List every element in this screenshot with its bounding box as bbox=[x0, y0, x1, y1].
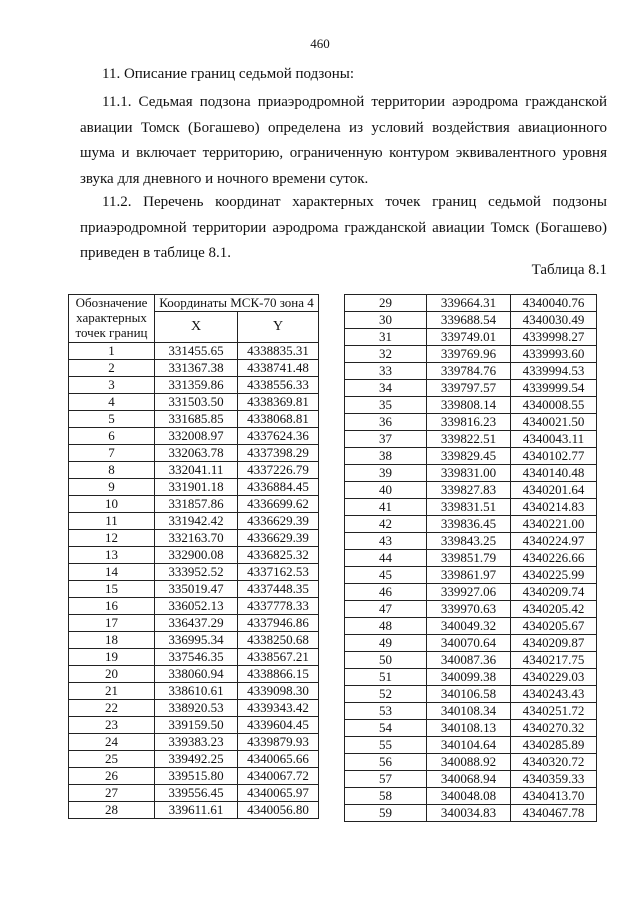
y-coordinate-cell: 4338250.68 bbox=[238, 632, 319, 649]
table-row bbox=[345, 754, 597, 771]
point-number-cell: 33 bbox=[345, 363, 427, 380]
x-coordinate-cell: 339831.00 bbox=[427, 465, 511, 482]
table-row bbox=[69, 462, 319, 479]
x-coordinate-cell: 339159.50 bbox=[155, 717, 238, 734]
y-coordinate-cell: 4339998.27 bbox=[511, 329, 597, 346]
x-coordinate-cell: 331359.86 bbox=[155, 377, 238, 394]
point-number-cell: 3 bbox=[69, 377, 155, 394]
x-coordinate-cell: 332900.08 bbox=[155, 547, 238, 564]
y-coordinate-cell: 4340043.11 bbox=[511, 431, 597, 448]
point-number-cell: 45 bbox=[345, 567, 427, 584]
y-coordinate-cell: 4340243.43 bbox=[511, 686, 597, 703]
paragraph-11-2: 11.2. Перечень координат характерных точек границ седьмой подзоны приаэродромной территории аэродрома гражданской авиации Томск (Богашево) приведен в таблице 8.1. bbox=[80, 194, 607, 261]
point-number-cell: 20 bbox=[69, 666, 155, 683]
point-number-cell: 15 bbox=[69, 581, 155, 598]
point-number-cell: 12 bbox=[69, 530, 155, 547]
y-coordinate-cell: 4340065.66 bbox=[238, 751, 319, 768]
x-coordinate-cell: 339688.54 bbox=[427, 312, 511, 329]
x-coordinate-cell: 339970.63 bbox=[427, 601, 511, 618]
point-number-cell: 41 bbox=[345, 499, 427, 516]
y-coordinate-cell: 4336629.39 bbox=[238, 530, 319, 547]
y-coordinate-cell: 4338369.81 bbox=[238, 394, 319, 411]
point-number-cell: 31 bbox=[345, 329, 427, 346]
y-coordinate-cell: 4337162.53 bbox=[238, 564, 319, 581]
y-coordinate-cell: 4340285.89 bbox=[511, 737, 597, 754]
y-coordinate-cell: 4340065.97 bbox=[238, 785, 319, 802]
table-row bbox=[345, 550, 597, 567]
x-coordinate-cell: 340088.92 bbox=[427, 754, 511, 771]
y-coordinate-cell: 4339604.45 bbox=[238, 717, 319, 734]
point-number-cell: 51 bbox=[345, 669, 427, 686]
table-row bbox=[69, 360, 319, 377]
y-coordinate-cell: 4337448.35 bbox=[238, 581, 319, 598]
point-number-cell: 50 bbox=[345, 652, 427, 669]
point-number-cell: 25 bbox=[69, 751, 155, 768]
x-coordinate-cell: 332041.11 bbox=[155, 462, 238, 479]
y-coordinate-cell: 4340209.74 bbox=[511, 584, 597, 601]
x-coordinate-cell: 339808.14 bbox=[427, 397, 511, 414]
y-coordinate-cell: 4340320.72 bbox=[511, 754, 597, 771]
y-coordinate-cell: 4337946.86 bbox=[238, 615, 319, 632]
x-coordinate-cell: 331367.38 bbox=[155, 360, 238, 377]
x-coordinate-cell: 340087.36 bbox=[427, 652, 511, 669]
table-row bbox=[345, 380, 597, 397]
table-row bbox=[345, 737, 597, 754]
coordinates-table-right bbox=[344, 294, 597, 822]
point-number-cell: 22 bbox=[69, 700, 155, 717]
table-row bbox=[345, 669, 597, 686]
table-row bbox=[345, 771, 597, 788]
y-coordinate-cell: 4340221.00 bbox=[511, 516, 597, 533]
coords-column-header: Координаты МСК-70 зона 4 bbox=[155, 295, 319, 312]
point-number-cell: 49 bbox=[345, 635, 427, 652]
point-number-cell: 30 bbox=[345, 312, 427, 329]
table-row bbox=[345, 482, 597, 499]
y-coordinate-cell: 4340270.32 bbox=[511, 720, 597, 737]
y-column-header: Y bbox=[238, 312, 319, 343]
x-coordinate-cell: 340108.34 bbox=[427, 703, 511, 720]
table-row bbox=[345, 788, 597, 805]
point-number-cell: 47 bbox=[345, 601, 427, 618]
point-number-cell: 57 bbox=[345, 771, 427, 788]
x-coordinate-cell: 339664.31 bbox=[427, 295, 511, 312]
table-row bbox=[69, 564, 319, 581]
table-row bbox=[345, 567, 597, 584]
x-coordinate-cell: 339749.01 bbox=[427, 329, 511, 346]
table-row bbox=[69, 802, 319, 819]
y-coordinate-cell: 4338866.15 bbox=[238, 666, 319, 683]
x-coordinate-cell: 331503.50 bbox=[155, 394, 238, 411]
x-coordinate-cell: 339861.97 bbox=[427, 567, 511, 584]
y-coordinate-cell: 4340040.76 bbox=[511, 295, 597, 312]
x-coordinate-cell: 339927.06 bbox=[427, 584, 511, 601]
x-coordinate-cell: 340070.64 bbox=[427, 635, 511, 652]
x-coordinate-cell: 331901.18 bbox=[155, 479, 238, 496]
table-row bbox=[69, 547, 319, 564]
point-number-cell: 55 bbox=[345, 737, 427, 754]
x-coordinate-cell: 340048.08 bbox=[427, 788, 511, 805]
table-row bbox=[69, 513, 319, 530]
y-coordinate-cell: 4337398.29 bbox=[238, 445, 319, 462]
table-row bbox=[69, 751, 319, 768]
table-row bbox=[69, 666, 319, 683]
y-coordinate-cell: 4337624.36 bbox=[238, 428, 319, 445]
y-coordinate-cell: 4340102.77 bbox=[511, 448, 597, 465]
x-coordinate-cell: 339831.51 bbox=[427, 499, 511, 516]
point-number-cell: 16 bbox=[69, 598, 155, 615]
y-coordinate-cell: 4340008.55 bbox=[511, 397, 597, 414]
y-coordinate-cell: 4339994.53 bbox=[511, 363, 597, 380]
y-coordinate-cell: 4339999.54 bbox=[511, 380, 597, 397]
table-row bbox=[69, 717, 319, 734]
x-coordinate-cell: 331685.85 bbox=[155, 411, 238, 428]
point-number-cell: 32 bbox=[345, 346, 427, 363]
x-coordinate-cell: 338060.94 bbox=[155, 666, 238, 683]
table-row bbox=[69, 479, 319, 496]
point-number-cell: 59 bbox=[345, 805, 427, 822]
x-coordinate-cell: 332008.97 bbox=[155, 428, 238, 445]
x-coordinate-cell: 331942.42 bbox=[155, 513, 238, 530]
x-coordinate-cell: 333952.52 bbox=[155, 564, 238, 581]
table-row bbox=[345, 584, 597, 601]
x-coordinate-cell: 332163.70 bbox=[155, 530, 238, 547]
table-row bbox=[345, 465, 597, 482]
y-coordinate-cell: 4336884.45 bbox=[238, 479, 319, 496]
point-number-cell: 2 bbox=[69, 360, 155, 377]
x-coordinate-cell: 339797.57 bbox=[427, 380, 511, 397]
point-number-cell: 38 bbox=[345, 448, 427, 465]
y-coordinate-cell: 4338556.33 bbox=[238, 377, 319, 394]
point-number-cell: 24 bbox=[69, 734, 155, 751]
table-row bbox=[345, 652, 597, 669]
x-coordinate-cell: 339611.61 bbox=[155, 802, 238, 819]
table-row bbox=[69, 683, 319, 700]
table-row bbox=[345, 805, 597, 822]
table-row bbox=[345, 686, 597, 703]
point-number-cell: 11 bbox=[69, 513, 155, 530]
y-coordinate-cell: 4340201.64 bbox=[511, 482, 597, 499]
x-coordinate-cell: 340049.32 bbox=[427, 618, 511, 635]
x-coordinate-cell: 339829.45 bbox=[427, 448, 511, 465]
x-coordinate-cell: 339843.25 bbox=[427, 533, 511, 550]
y-coordinate-cell: 4340214.83 bbox=[511, 499, 597, 516]
x-coordinate-cell: 340106.58 bbox=[427, 686, 511, 703]
table-row bbox=[345, 601, 597, 618]
table-row bbox=[345, 312, 597, 329]
x-coordinate-cell: 336995.34 bbox=[155, 632, 238, 649]
table-row bbox=[69, 700, 319, 717]
y-coordinate-cell: 4337226.79 bbox=[238, 462, 319, 479]
table-row bbox=[69, 615, 319, 632]
x-coordinate-cell: 339827.83 bbox=[427, 482, 511, 499]
table-row bbox=[345, 499, 597, 516]
x-coordinate-cell: 340104.64 bbox=[427, 737, 511, 754]
table-row bbox=[69, 343, 319, 360]
y-coordinate-cell: 4340030.49 bbox=[511, 312, 597, 329]
point-number-cell: 23 bbox=[69, 717, 155, 734]
table-row bbox=[345, 414, 597, 431]
table-row bbox=[345, 329, 597, 346]
x-coordinate-cell: 339492.25 bbox=[155, 751, 238, 768]
x-coordinate-cell: 339784.76 bbox=[427, 363, 511, 380]
table-row bbox=[345, 431, 597, 448]
y-coordinate-cell: 4340413.70 bbox=[511, 788, 597, 805]
x-coordinate-cell: 335019.47 bbox=[155, 581, 238, 598]
point-number-cell: 48 bbox=[345, 618, 427, 635]
table-row bbox=[69, 581, 319, 598]
x-coordinate-cell: 338610.61 bbox=[155, 683, 238, 700]
point-number-cell: 10 bbox=[69, 496, 155, 513]
point-number-cell: 37 bbox=[345, 431, 427, 448]
y-coordinate-cell: 4340205.67 bbox=[511, 618, 597, 635]
y-coordinate-cell: 4338068.81 bbox=[238, 411, 319, 428]
x-coordinate-cell: 338920.53 bbox=[155, 700, 238, 717]
table-row bbox=[69, 428, 319, 445]
x-coordinate-cell: 339556.45 bbox=[155, 785, 238, 802]
point-number-cell: 21 bbox=[69, 683, 155, 700]
table-row bbox=[345, 635, 597, 652]
table-row bbox=[345, 720, 597, 737]
table-row bbox=[69, 496, 319, 513]
y-coordinate-cell: 4340021.50 bbox=[511, 414, 597, 431]
x-coordinate-cell: 336052.13 bbox=[155, 598, 238, 615]
y-coordinate-cell: 4338835.31 bbox=[238, 343, 319, 360]
table-caption: Таблица 8.1 bbox=[531, 262, 607, 278]
table-row bbox=[345, 703, 597, 720]
y-coordinate-cell: 4337778.33 bbox=[238, 598, 319, 615]
table-row bbox=[345, 448, 597, 465]
x-column-header: X bbox=[155, 312, 238, 343]
y-coordinate-cell: 4336825.32 bbox=[238, 547, 319, 564]
point-number-cell: 29 bbox=[345, 295, 427, 312]
y-coordinate-cell: 4340229.03 bbox=[511, 669, 597, 686]
y-coordinate-cell: 4340224.97 bbox=[511, 533, 597, 550]
y-coordinate-cell: 4340251.72 bbox=[511, 703, 597, 720]
x-coordinate-cell: 339822.51 bbox=[427, 431, 511, 448]
point-column-header: Обозначение характерных точек границ bbox=[69, 295, 155, 343]
point-number-cell: 35 bbox=[345, 397, 427, 414]
y-coordinate-cell: 4340225.99 bbox=[511, 567, 597, 584]
y-coordinate-cell: 4340056.80 bbox=[238, 802, 319, 819]
section-heading: 11. Описание границ седьмой подзоны: bbox=[102, 66, 354, 82]
point-number-cell: 13 bbox=[69, 547, 155, 564]
x-coordinate-cell: 339816.23 bbox=[427, 414, 511, 431]
table-row bbox=[345, 516, 597, 533]
x-coordinate-cell: 332063.78 bbox=[155, 445, 238, 462]
y-coordinate-cell: 4339343.42 bbox=[238, 700, 319, 717]
point-number-cell: 8 bbox=[69, 462, 155, 479]
table-row bbox=[345, 618, 597, 635]
paragraph-11-1: 11.1. Седьмая подзона приаэродромной территории аэродрома гражданской авиации Томск (Богашево) определена из условий воздействия авиационного шума и включает территорию, ограниченную контуром эквивалентного уровня звука для дневного и ночного времени суток. bbox=[80, 94, 607, 187]
point-number-cell: 5 bbox=[69, 411, 155, 428]
y-coordinate-cell: 4340205.42 bbox=[511, 601, 597, 618]
point-number-cell: 54 bbox=[345, 720, 427, 737]
y-coordinate-cell: 4339879.93 bbox=[238, 734, 319, 751]
point-number-cell: 9 bbox=[69, 479, 155, 496]
point-number-cell: 7 bbox=[69, 445, 155, 462]
point-number-cell: 40 bbox=[345, 482, 427, 499]
x-coordinate-cell: 339851.79 bbox=[427, 550, 511, 567]
table-row bbox=[69, 768, 319, 785]
point-number-cell: 17 bbox=[69, 615, 155, 632]
point-number-cell: 27 bbox=[69, 785, 155, 802]
coordinates-table-left bbox=[68, 294, 319, 819]
y-coordinate-cell: 4336629.39 bbox=[238, 513, 319, 530]
table-row bbox=[69, 377, 319, 394]
table-row bbox=[69, 598, 319, 615]
y-coordinate-cell: 4339993.60 bbox=[511, 346, 597, 363]
y-coordinate-cell: 4340467.78 bbox=[511, 805, 597, 822]
y-coordinate-cell: 4340209.87 bbox=[511, 635, 597, 652]
point-number-cell: 52 bbox=[345, 686, 427, 703]
x-coordinate-cell: 340099.38 bbox=[427, 669, 511, 686]
point-number-cell: 26 bbox=[69, 768, 155, 785]
x-coordinate-cell: 337546.35 bbox=[155, 649, 238, 666]
y-coordinate-cell: 4336699.62 bbox=[238, 496, 319, 513]
table-row bbox=[69, 734, 319, 751]
point-number-cell: 18 bbox=[69, 632, 155, 649]
point-number-cell: 6 bbox=[69, 428, 155, 445]
x-coordinate-cell: 340068.94 bbox=[427, 771, 511, 788]
x-coordinate-cell: 331455.65 bbox=[155, 343, 238, 360]
y-coordinate-cell: 4340217.75 bbox=[511, 652, 597, 669]
x-coordinate-cell: 339515.80 bbox=[155, 768, 238, 785]
point-number-cell: 4 bbox=[69, 394, 155, 411]
point-number-cell: 39 bbox=[345, 465, 427, 482]
x-coordinate-cell: 336437.29 bbox=[155, 615, 238, 632]
point-number-cell: 58 bbox=[345, 788, 427, 805]
point-number-cell: 36 bbox=[345, 414, 427, 431]
y-coordinate-cell: 4340067.72 bbox=[238, 768, 319, 785]
y-coordinate-cell: 4340359.33 bbox=[511, 771, 597, 788]
point-number-cell: 42 bbox=[345, 516, 427, 533]
point-number-cell: 56 bbox=[345, 754, 427, 771]
point-number-cell: 14 bbox=[69, 564, 155, 581]
table-row bbox=[69, 530, 319, 547]
table-row bbox=[69, 649, 319, 666]
x-coordinate-cell: 339836.45 bbox=[427, 516, 511, 533]
table-row bbox=[345, 295, 597, 312]
table-row bbox=[345, 346, 597, 363]
point-number-cell: 46 bbox=[345, 584, 427, 601]
y-coordinate-cell: 4340226.66 bbox=[511, 550, 597, 567]
table-row bbox=[69, 394, 319, 411]
table-row bbox=[69, 785, 319, 802]
table-row bbox=[69, 411, 319, 428]
x-coordinate-cell: 340108.13 bbox=[427, 720, 511, 737]
y-coordinate-cell: 4338741.48 bbox=[238, 360, 319, 377]
table-row bbox=[345, 397, 597, 414]
point-number-cell: 28 bbox=[69, 802, 155, 819]
x-coordinate-cell: 339769.96 bbox=[427, 346, 511, 363]
y-coordinate-cell: 4340140.48 bbox=[511, 465, 597, 482]
point-number-cell: 1 bbox=[69, 343, 155, 360]
x-coordinate-cell: 331857.86 bbox=[155, 496, 238, 513]
y-coordinate-cell: 4339098.30 bbox=[238, 683, 319, 700]
table-row bbox=[69, 445, 319, 462]
table-row bbox=[69, 632, 319, 649]
point-number-cell: 19 bbox=[69, 649, 155, 666]
table-row bbox=[345, 363, 597, 380]
x-coordinate-cell: 339383.23 bbox=[155, 734, 238, 751]
point-number-cell: 44 bbox=[345, 550, 427, 567]
x-coordinate-cell: 340034.83 bbox=[427, 805, 511, 822]
point-number-cell: 43 bbox=[345, 533, 427, 550]
y-coordinate-cell: 4338567.21 bbox=[238, 649, 319, 666]
table-row bbox=[345, 533, 597, 550]
page-number: 460 bbox=[310, 36, 330, 51]
point-number-cell: 53 bbox=[345, 703, 427, 720]
point-number-cell: 34 bbox=[345, 380, 427, 397]
